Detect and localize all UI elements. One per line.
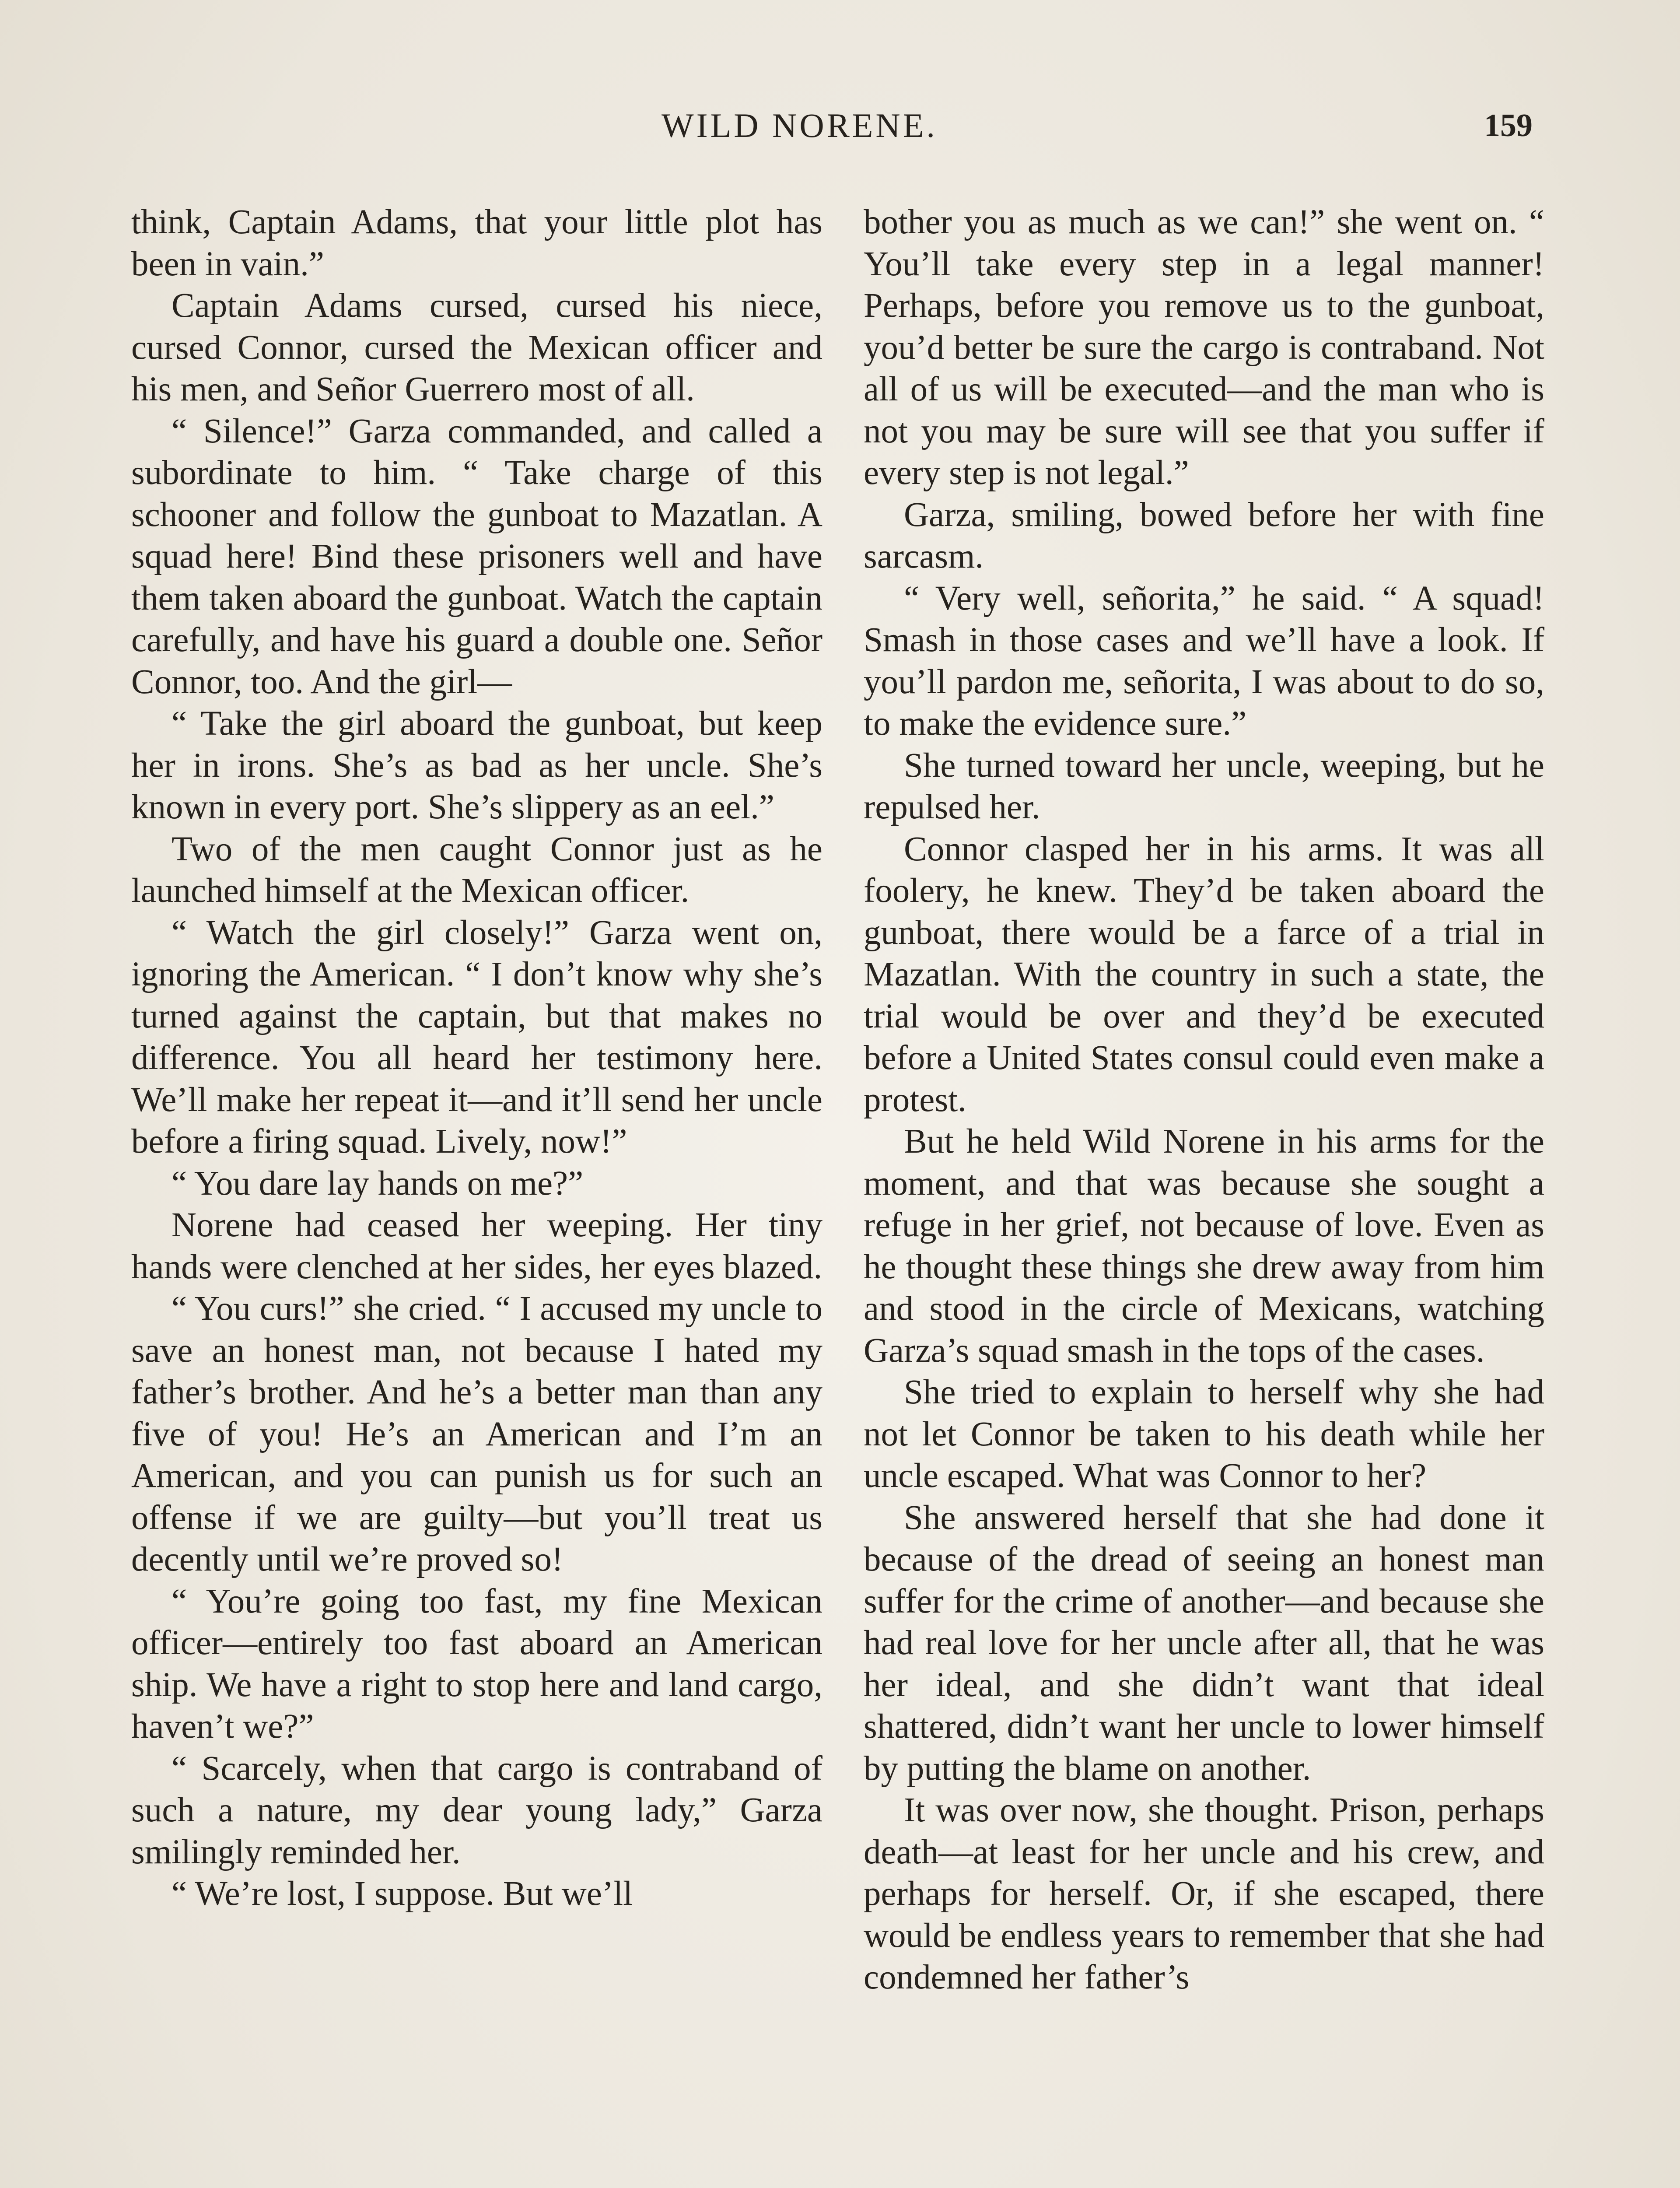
paragraph: “ Scarcely, when that cargo is contraband of such a nature, my dear young lady,” Garza smilingly reminded her. <box>131 1749 822 1871</box>
paragraph: She answered herself that she had done it because of the dread of seeing an honest man suffer for the crime of another—and because she had real love for her uncle after all, that he was her ideal, and she didn’t want that ideal shattered, didn’t want her uncle to lower himself by putting the blame on another. <box>864 1498 1544 1788</box>
running-header <box>0 102 1680 150</box>
paragraph: “ Take the girl aboard the gunboat, but keep her in irons. She’s as bad as her uncle. She’s known in every port. She’s slippery as an eel.” <box>131 705 822 826</box>
paragraph: “ Watch the girl closely!” Garza went on, ignoring the American. “ I don’t know why she’s turned against the captain, but that makes no difference. You all heard her testimony here. We’ll make her repeat it—and it’ll send her uncle before a firing squad. Lively, now!” <box>131 913 822 1161</box>
paragraph: “ Very well, señorita,” he said. “ A squad! Smash in those cases and we’ll have a look. If you’ll pardon me, señorita, I was about to do so, to make the evidence sure.” <box>864 579 1544 743</box>
paragraph: She turned toward her uncle, weeping, but he repulsed her. <box>864 746 1544 826</box>
paragraph: She tried to explain to herself why she had not let Connor be taken to his death while her uncle escaped. What was Connor to her? <box>864 1373 1544 1495</box>
paragraph: Captain Adams cursed, cursed his niece, cursed Connor, cursed the Mexican officer and his men, and Señor Guerrero most of all. <box>131 287 822 408</box>
paragraph: bother you as much as we can!” she went on. “ You’ll take every step in a legal manner! Perhaps, before you remove us to the gunboat, you’d better be sure the cargo is contraband. Not all of us will be executed—and the man who is not you may be sure will see that you suffer if every step is not legal.” <box>864 203 1544 492</box>
paragraph: “ We’re lost, I suppose. But we’ll <box>172 1875 633 1913</box>
paragraph: “ You curs!” she cried. “ I accused my uncle to save an honest man, not because I hated my father’s brother. And he’s a better man than any five of you! He’s an American and I’m an American, and you can punish us for such an offense if we are guilty—but you’ll treat us decently until we’re proved so! <box>131 1290 822 1578</box>
paragraph: Norene had ceased her weeping. Her tiny hands were clenched at her sides, her eyes blazed. <box>131 1206 822 1286</box>
running-title: WILD NORENE. <box>662 106 938 144</box>
paragraph: Two of the men caught Connor just as he launched himself at the Mexican officer. <box>131 830 822 910</box>
paragraph: “ You’re going too fast, my fine Mexican officer—entirely too fast aboard an American ship. We have a right to stop here and land cargo, haven’t we?” <box>131 1582 822 1746</box>
paragraph: “ You dare lay hands on me?” <box>172 1164 584 1203</box>
paragraph: Connor clasped her in his arms. It was all foolery, he knew. They’d be taken aboard the gunboat, there would be a farce of a trial in Mazatlan. With the country in such a state, the trial would be over and they’d be executed before a United States consul could even make a protest. <box>864 830 1544 1119</box>
page-number: 159 <box>1484 108 1533 144</box>
left-text-column <box>131 201 822 1915</box>
paragraph: think, Captain Adams, that your little plot has been in vain.” <box>131 203 822 283</box>
right-text-column <box>864 201 1544 1999</box>
paragraph: It was over now, she thought. Prison, perhaps death—at least for her uncle and his crew, and perhaps for herself. Or, if she escaped, there would be endless years to remember that she had condemned her father’s <box>864 1791 1544 1996</box>
paragraph: “ Silence!” Garza commanded, and called a subordinate to him. “ Take charge of this schooner and follow the gunboat to Mazatlan. A squad here! Bind these prisoners well and have them taken aboard the gunboat. Watch the captain carefully, and have his guard a double one. Señor Connor, too. And the girl— <box>131 412 822 701</box>
paragraph: Garza, smiling, bowed before her with fine sarcasm. <box>864 495 1544 575</box>
paragraph: But he held Wild Norene in his arms for the moment, and that was because she sought a refuge in her grief, not because of love. Even as he thought these things she drew away from him and stood in the circle of Mexicans, watching Garza’s squad smash in the tops of the cases. <box>864 1122 1544 1370</box>
